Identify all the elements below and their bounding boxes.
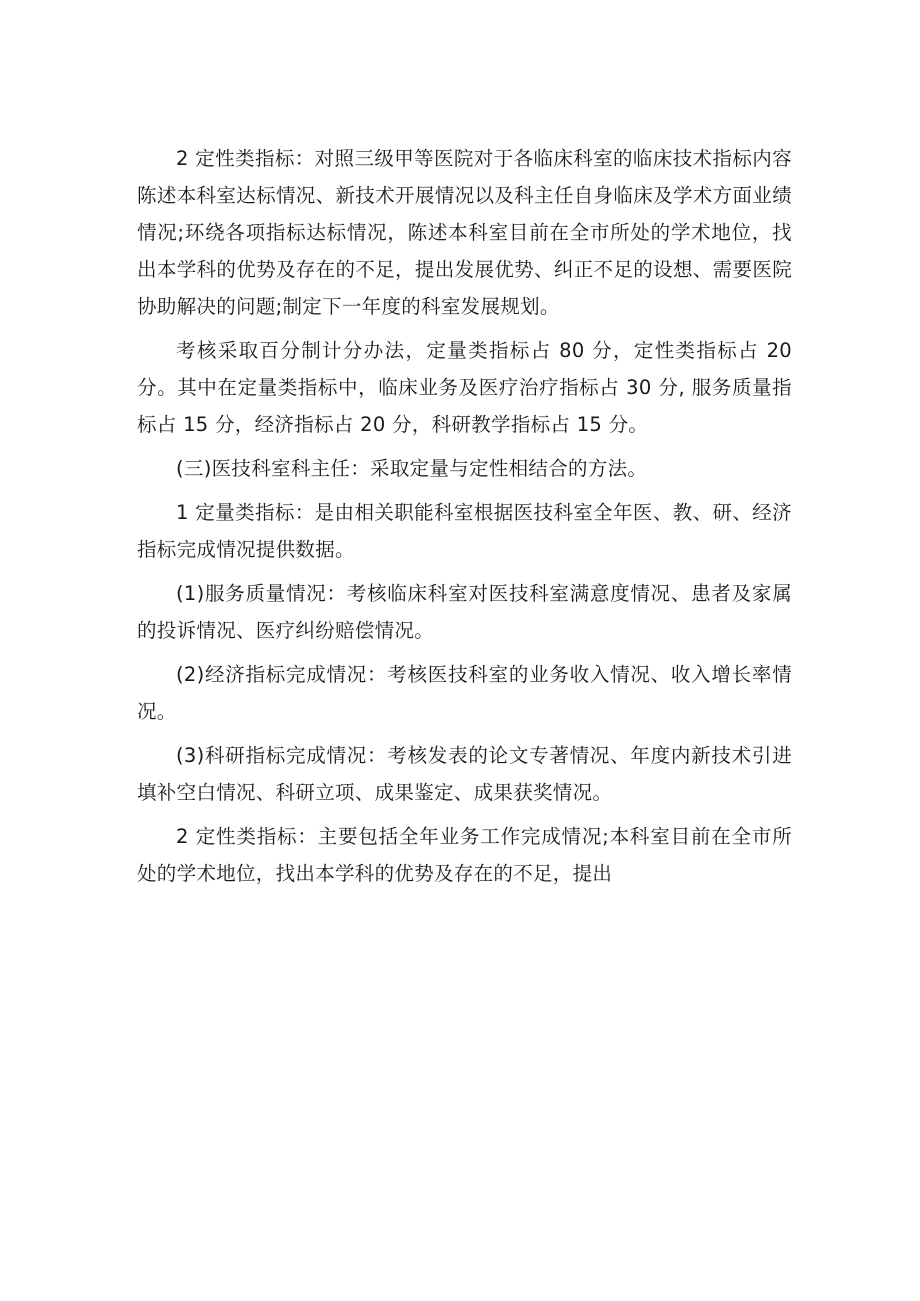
document-body <box>137 140 792 899</box>
paragraph-qualitative-clinical: 2 定性类指标：对照三级甲等医院对于各临床科室的临床技术指标内容陈述本科室达标情况、新技术开展情况以及科主任自身临床及学术方面业绩情况;环绕各项指标达标情况，陈述本科室目前在全市所处的学术地位，找出本学科的优势及存在的不足，提出发展优势、纠正不足的设想、需要医院协助解决的问题;制定下一年度的科室发展规划。 <box>137 147 792 318</box>
paragraph-service-quality: (1)服务质量情况：考核临床科室对医技科室满意度情况、患者及家属的投诉情况、医疗纠纷赔偿情况。 <box>137 582 792 642</box>
paragraph-qualitative-medtech: 2 定性类指标：主要包括全年业务工作完成情况;本科室目前在全市所处的学术地位，找出本学科的优势及存在的不足，提出 <box>137 825 792 885</box>
paragraph-research-indicators: (3)科研指标完成情况：考核发表的论文专著情况、年度内新技术引进填补空白情况、科研立项、成果鉴定、成果获奖情况。 <box>137 744 792 804</box>
paragraph-economic-indicators: (2)经济指标完成情况：考核医技科室的业务收入情况、收入增长率情况。 <box>137 663 792 723</box>
paragraph-scoring-method: 考核采取百分制计分办法，定量类指标占 80 分，定性类指标占 20 分。其中在定量类指标中，临床业务及医疗治疗指标占 30 分, 服务质量指标占 15 分，经济指标占 20 分，科研教学指标占 15 分。 <box>137 339 792 436</box>
paragraph-quantitative-medtech: 1 定量类指标：是由相关职能科室根据医技科室全年医、教、研、经济指标完成情况提供数据。 <box>137 501 792 561</box>
paragraph-section-medtech: (三)医技科室科主任：采取定量与定性相结合的方法。 <box>176 457 648 480</box>
